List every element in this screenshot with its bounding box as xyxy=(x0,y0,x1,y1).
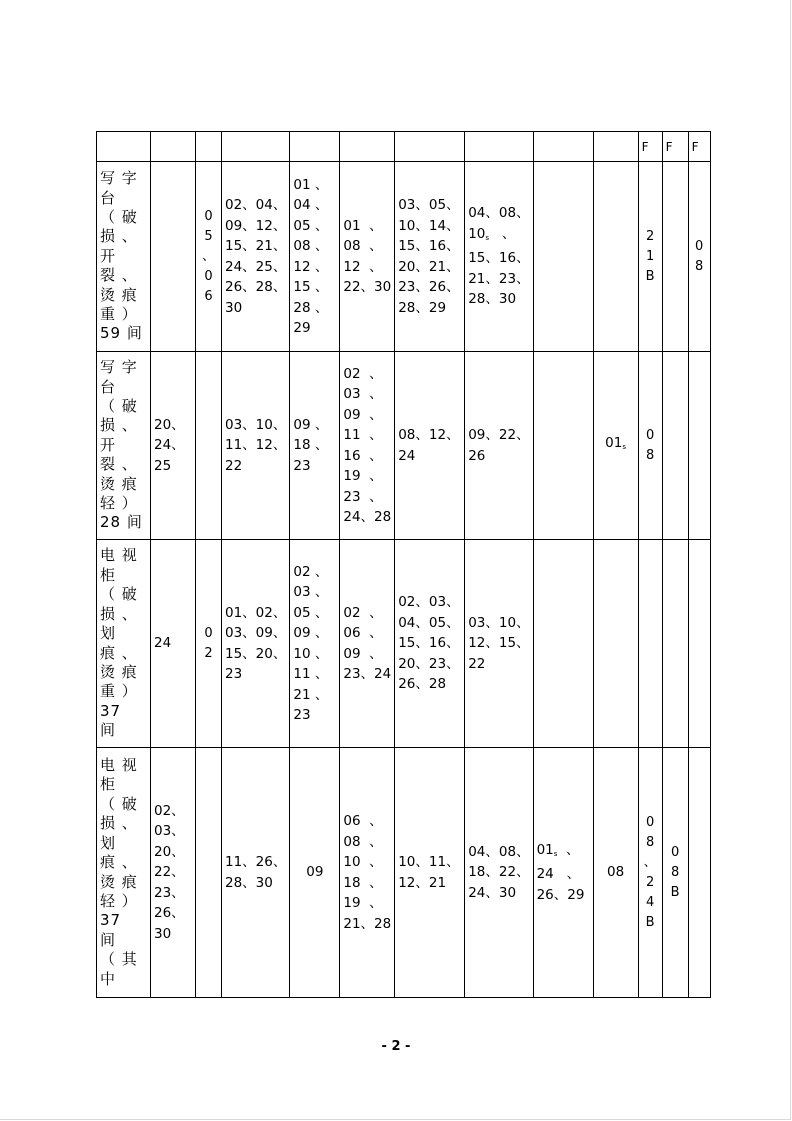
table-cell xyxy=(151,162,196,352)
header-cell xyxy=(465,132,533,162)
table-cell xyxy=(688,352,710,540)
table-cell: 01 、 08 、 12 、 22、30 xyxy=(340,162,395,352)
table-cell: 02、03、 04、05、 15、16、 20、23、 26、28 xyxy=(395,540,465,748)
table-cell: 10、11、 12、21 xyxy=(395,748,465,998)
table-cell xyxy=(196,748,222,998)
table-cell: 2 1 B xyxy=(638,162,662,352)
table-cell xyxy=(533,540,593,748)
table-cell xyxy=(662,352,688,540)
table-cell: 0 2 xyxy=(196,540,222,748)
table-cell: 08、12、 24 xyxy=(395,352,465,540)
header-cell xyxy=(395,132,465,162)
table-cell xyxy=(533,162,593,352)
table-row xyxy=(97,162,711,352)
table-cell: 0 8 、 2 4 B xyxy=(638,748,662,998)
table-row xyxy=(97,352,711,540)
table-cell: 11、26、 28、30 xyxy=(222,748,290,998)
page-number: - 2 - xyxy=(381,1039,411,1054)
table-cell: 0 8 xyxy=(638,352,662,540)
table-cell xyxy=(638,540,662,748)
item-name-cell: 电 视 柜 （ 破 损 、 划 痕 、 烫 痕 轻 ） 37 间 （ 其 中 xyxy=(97,748,151,998)
header-row xyxy=(97,132,711,162)
table-cell: 03、10、 11、12、 22 xyxy=(222,352,290,540)
table-cell: 04、08、 18、22、 24、30 xyxy=(465,748,533,998)
table-cell: 02 、 06 、 09 、 23、24 xyxy=(340,540,395,748)
table-cell xyxy=(533,352,593,540)
table-cell xyxy=(196,352,222,540)
table-cell: 02 、 03 、 09 、 11 、 16 、 19 、 23 、 24、28 xyxy=(340,352,395,540)
table-cell: 08 xyxy=(593,748,638,998)
table-cell: 0 5 、 0 6 xyxy=(196,162,222,352)
table-cell: 02、04、 09、12、 15、21、 24、25、 26、28、 30 xyxy=(222,162,290,352)
table-cell: $01_s$ 、 24 、 26、29 xyxy=(533,748,593,998)
header-cell: F xyxy=(662,132,688,162)
header-cell: F xyxy=(688,132,710,162)
table-cell xyxy=(662,162,688,352)
table-cell: 01 、 04 、 05 、 08 、 12 、 15 、 28 、 29 xyxy=(290,162,340,352)
header-cell xyxy=(533,132,593,162)
table-cell: 02、 03、 20、 22、 23、 26、 30 xyxy=(151,748,196,998)
table-cell: 02 、 03 、 05 、 09 、 10 、 11 、 21 、 23 xyxy=(290,540,340,748)
header-cell xyxy=(222,132,290,162)
table-cell xyxy=(688,540,710,748)
table-cell: 04、08、 $10_s$ 、 15、16、 21、23、 28、30 xyxy=(465,162,533,352)
table-cell: 03、10、 12、15、 22 xyxy=(465,540,533,748)
header-cell xyxy=(151,132,196,162)
item-name-cell: 电 视 柜 （ 破 损 、 划 痕 、 烫 痕 重 ） 37 间 xyxy=(97,540,151,748)
table-row xyxy=(97,540,711,748)
header-cell xyxy=(340,132,395,162)
header-cell xyxy=(290,132,340,162)
table-cell xyxy=(662,540,688,748)
item-name-cell: 写 字 台 （ 破 损 、 开 裂 、 烫 痕 轻 ） 28 间 xyxy=(97,352,151,540)
table-cell xyxy=(593,540,638,748)
header-cell xyxy=(593,132,638,162)
table-cell: 09 xyxy=(290,748,340,998)
table-cell: 03、05、 10、14、 15、16、 20、21、 23、26、 28、29 xyxy=(395,162,465,352)
table-cell: 06 、 08 、 10 、 18 、 19 、 21、28 xyxy=(340,748,395,998)
table-cell: 0 8 B xyxy=(662,748,688,998)
subscript-mark: s xyxy=(553,849,558,858)
table-cell: 01、02、 03、09、 15、20、 23 xyxy=(222,540,290,748)
table-cell: 24 xyxy=(151,540,196,748)
table-cell xyxy=(593,162,638,352)
table-cell: 09 、 18 、 23 xyxy=(290,352,340,540)
subscript-mark: s xyxy=(622,443,626,452)
item-name-cell: 写 字 台 （ 破 损 、 开 裂 、 烫 痕 重 ） 59 间 xyxy=(97,162,151,352)
data-table xyxy=(96,131,711,998)
table-cell xyxy=(688,748,710,998)
header-cell xyxy=(196,132,222,162)
table-row xyxy=(97,748,711,998)
subscript-mark: s xyxy=(485,233,490,242)
header-cell xyxy=(97,132,151,162)
table-cell: 0 8 xyxy=(688,162,710,352)
table-cell: 09、22、 26 xyxy=(465,352,533,540)
table-cell: $01_s$ xyxy=(593,352,638,540)
table-cell: 20、 24、 25 xyxy=(151,352,196,540)
header-cell: F xyxy=(638,132,662,162)
